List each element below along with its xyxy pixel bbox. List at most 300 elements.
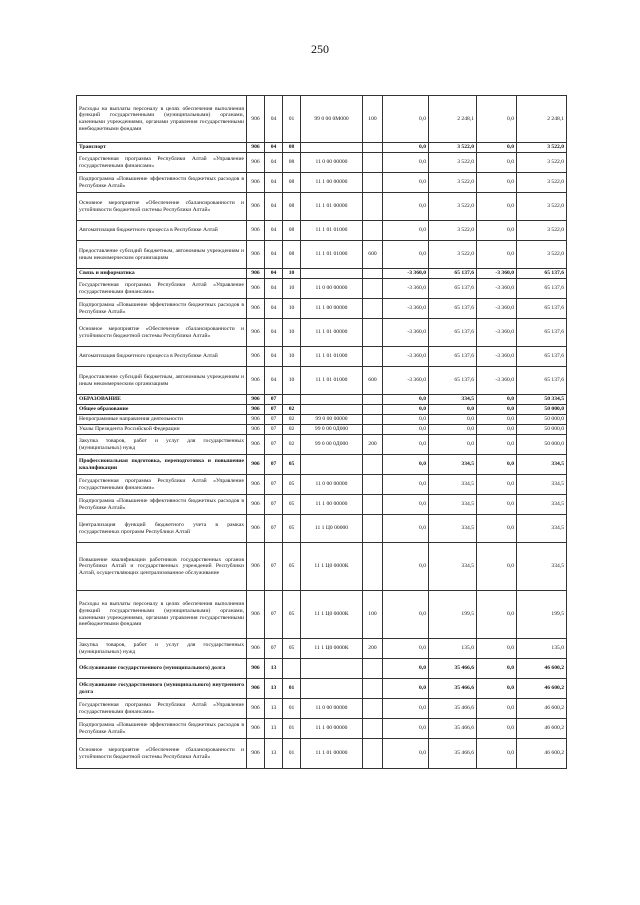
row-target-article: 11 1 01 00000	[301, 739, 363, 769]
row-value-3: 0,0	[477, 221, 517, 241]
row-name: Повышение квалификации работников государственных органов Республики Алтай и государственных учреждений Республики Алтай, осуществляющих централизованное обслуживание	[77, 543, 247, 591]
row-name: Предоставление субсидий бюджетным, автономным учреждениям и иным некоммерческим организациям	[77, 367, 247, 395]
row-subsection: 05	[283, 515, 301, 543]
row-value-1: -3 360,0	[383, 279, 429, 299]
row-value-3: 0,0	[477, 719, 517, 739]
row-subsection	[283, 395, 301, 405]
row-expense-type	[363, 299, 383, 319]
row-value-3: 0,0	[477, 96, 517, 143]
row-value-1: -3 360,0	[383, 367, 429, 395]
row-subsection: 08	[283, 241, 301, 269]
row-value-1: 0,0	[383, 639, 429, 659]
table-row	[77, 543, 567, 591]
row-value-3: -3 360,0	[477, 347, 517, 367]
row-value-1: -3 360,0	[383, 269, 429, 279]
row-section: 07	[265, 455, 283, 475]
row-value-3: 0,0	[477, 659, 517, 679]
row-name: Основное мероприятие «Обеспечение сбалансированности и устойчивости бюджетной системы Республики Алтай»	[77, 319, 247, 347]
row-subsection: 08	[283, 143, 301, 153]
row-value-4: 50 000,0	[517, 435, 567, 455]
row-value-1: 0,0	[383, 415, 429, 425]
row-target-article	[301, 455, 363, 475]
row-value-2: 0,0	[429, 405, 477, 415]
row-subsection: 10	[283, 367, 301, 395]
row-expense-type: 100	[363, 96, 383, 143]
row-expense-type	[363, 455, 383, 475]
row-subsection: 08	[283, 173, 301, 193]
row-value-3: 0,0	[477, 639, 517, 659]
table-row	[77, 193, 567, 221]
row-ved: 906	[247, 425, 265, 435]
row-expense-type	[363, 475, 383, 495]
row-value-3: -3 360,0	[477, 367, 517, 395]
row-value-2: 2 248,1	[429, 96, 477, 143]
row-expense-type	[363, 425, 383, 435]
table-row	[77, 591, 567, 639]
row-target-article: 11 0 00 00000	[301, 153, 363, 173]
row-target-article: 11 1 Ц0 0000К	[301, 591, 363, 639]
row-value-2: 334,5	[429, 395, 477, 405]
row-value-2: 35 466,6	[429, 679, 477, 699]
table-row	[77, 221, 567, 241]
row-subsection: 10	[283, 347, 301, 367]
row-name: Централизация функций бюджетного учета в рамках государственных программ Республики Алтай	[77, 515, 247, 543]
table-row	[77, 639, 567, 659]
row-section: 04	[265, 173, 283, 193]
row-name: Государственная программа Республики Алтай «Управление государственными финансами»	[77, 475, 247, 495]
row-subsection: 05	[283, 475, 301, 495]
table-row	[77, 173, 567, 193]
row-expense-type	[363, 153, 383, 173]
row-ved: 906	[247, 395, 265, 405]
row-ved: 906	[247, 739, 265, 769]
row-ved: 906	[247, 659, 265, 679]
row-value-2: 3 522,0	[429, 173, 477, 193]
row-value-1: 0,0	[383, 699, 429, 719]
row-expense-type	[363, 347, 383, 367]
row-value-4: 46 600,2	[517, 719, 567, 739]
row-ved: 906	[247, 515, 265, 543]
row-value-2: 3 522,0	[429, 193, 477, 221]
row-name: Государственная программа Республики Алтай «Управление государственными финансами»	[77, 279, 247, 299]
row-target-article: 99 0 00 00000	[301, 415, 363, 425]
row-value-1: 0,0	[383, 515, 429, 543]
row-expense-type	[363, 173, 383, 193]
row-subsection: 10	[283, 279, 301, 299]
row-value-3: 0,0	[477, 679, 517, 699]
row-value-4: 3 522,0	[517, 153, 567, 173]
row-target-article: 11 1 00 00000	[301, 495, 363, 515]
row-expense-type	[363, 679, 383, 699]
row-value-4: 65 137,6	[517, 299, 567, 319]
table-row	[77, 719, 567, 739]
row-value-2: 0,0	[429, 435, 477, 455]
row-value-4: 50 000,0	[517, 415, 567, 425]
table-row	[77, 299, 567, 319]
budget-table	[76, 95, 567, 769]
row-name: Связь и информатика	[77, 269, 247, 279]
row-subsection: 01	[283, 96, 301, 143]
table-row	[77, 435, 567, 455]
row-value-2: 3 522,0	[429, 153, 477, 173]
row-section: 04	[265, 279, 283, 299]
row-section: 07	[265, 591, 283, 639]
row-value-3: 0,0	[477, 435, 517, 455]
row-value-2: 3 522,0	[429, 143, 477, 153]
row-ved: 906	[247, 679, 265, 699]
row-expense-type: 200	[363, 639, 383, 659]
row-section: 04	[265, 299, 283, 319]
row-section: 07	[265, 405, 283, 415]
row-name: Общее образование	[77, 405, 247, 415]
table-row	[77, 659, 567, 679]
row-value-2: 65 137,6	[429, 367, 477, 395]
table-row	[77, 96, 567, 143]
row-value-4: 46 600,2	[517, 739, 567, 769]
row-value-3: 0,0	[477, 515, 517, 543]
row-target-article: 11 0 00 00000	[301, 279, 363, 299]
row-value-1: 0,0	[383, 543, 429, 591]
row-target-article	[301, 405, 363, 415]
row-target-article	[301, 143, 363, 153]
table-row	[77, 395, 567, 405]
table-row	[77, 405, 567, 415]
row-target-article: 11 0 00 00000	[301, 699, 363, 719]
row-value-2: 65 137,6	[429, 347, 477, 367]
row-value-1: 0,0	[383, 719, 429, 739]
row-ved: 906	[247, 415, 265, 425]
row-value-2: 65 137,6	[429, 299, 477, 319]
row-target-article: 11 1 01 01000	[301, 241, 363, 269]
row-expense-type	[363, 221, 383, 241]
row-subsection: 05	[283, 495, 301, 515]
row-value-4: 50 000,0	[517, 425, 567, 435]
row-value-3: 0,0	[477, 543, 517, 591]
row-name: Автоматизация бюджетного процесса в Республике Алтай	[77, 221, 247, 241]
row-value-1: 0,0	[383, 241, 429, 269]
row-section: 07	[265, 425, 283, 435]
row-subsection: 10	[283, 319, 301, 347]
row-target-article: 11 1 00 00000	[301, 299, 363, 319]
row-value-1: 0,0	[383, 495, 429, 515]
row-subsection: 10	[283, 269, 301, 279]
row-expense-type	[363, 739, 383, 769]
row-target-article: 11 1 01 00000	[301, 319, 363, 347]
row-value-4: 3 522,0	[517, 221, 567, 241]
row-name: Обслуживание государственного (муниципального) внутреннего долга	[77, 679, 247, 699]
row-value-2: 0,0	[429, 425, 477, 435]
row-value-1: 0,0	[383, 221, 429, 241]
table-row	[77, 367, 567, 395]
row-value-1: 0,0	[383, 425, 429, 435]
row-value-4: 2 248,1	[517, 96, 567, 143]
row-value-2: 3 522,0	[429, 241, 477, 269]
row-name: Подпрограмма «Повышение эффективности бюджетных расходов в Республике Алтай»	[77, 173, 247, 193]
row-subsection: 05	[283, 455, 301, 475]
row-value-3: -3 360,0	[477, 319, 517, 347]
row-target-article	[301, 395, 363, 405]
row-value-2: 334,5	[429, 515, 477, 543]
row-value-3: -3 360,0	[477, 279, 517, 299]
row-subsection: 05	[283, 591, 301, 639]
row-value-1: 0,0	[383, 143, 429, 153]
row-value-1: 0,0	[383, 475, 429, 495]
row-subsection: 08	[283, 221, 301, 241]
row-subsection: 02	[283, 425, 301, 435]
row-section: 07	[265, 495, 283, 515]
row-value-3: 0,0	[477, 405, 517, 415]
row-section: 13	[265, 739, 283, 769]
row-subsection: 01	[283, 739, 301, 769]
row-value-4: 334,5	[517, 543, 567, 591]
row-section: 13	[265, 679, 283, 699]
table-row	[77, 739, 567, 769]
row-ved: 906	[247, 241, 265, 269]
row-expense-type	[363, 143, 383, 153]
row-value-2: 334,5	[429, 475, 477, 495]
row-value-3: 0,0	[477, 425, 517, 435]
row-ved: 906	[247, 96, 265, 143]
row-target-article: 99 0 00 0Д000	[301, 425, 363, 435]
row-expense-type	[363, 719, 383, 739]
row-name: Непрограммные направления деятельности	[77, 415, 247, 425]
row-value-4: 3 522,0	[517, 193, 567, 221]
row-name: Обслуживание государственного (муниципального) долга	[77, 659, 247, 679]
row-ved: 906	[247, 221, 265, 241]
table-row	[77, 699, 567, 719]
row-subsection: 08	[283, 193, 301, 221]
row-value-3: 0,0	[477, 193, 517, 221]
row-name: Автоматизация бюджетного процесса в Республике Алтай	[77, 347, 247, 367]
row-ved: 906	[247, 173, 265, 193]
row-section: 04	[265, 367, 283, 395]
row-expense-type: 200	[363, 435, 383, 455]
row-value-2: 35 466,6	[429, 719, 477, 739]
row-expense-type	[363, 699, 383, 719]
row-subsection: 10	[283, 299, 301, 319]
row-value-3: 0,0	[477, 173, 517, 193]
row-value-2: 3 522,0	[429, 221, 477, 241]
row-subsection: 08	[283, 153, 301, 173]
table-row	[77, 319, 567, 347]
row-value-4: 46 600,2	[517, 699, 567, 719]
row-value-1: -3 360,0	[383, 319, 429, 347]
row-ved: 906	[247, 495, 265, 515]
row-value-1: 0,0	[383, 455, 429, 475]
row-value-4: 199,5	[517, 591, 567, 639]
table-row	[77, 347, 567, 367]
row-value-3: 0,0	[477, 153, 517, 173]
table-row	[77, 475, 567, 495]
table-row	[77, 279, 567, 299]
row-target-article: 99 0 00 0М000	[301, 96, 363, 143]
row-ved: 906	[247, 319, 265, 347]
row-ved: 906	[247, 435, 265, 455]
row-value-1: 0,0	[383, 173, 429, 193]
row-target-article	[301, 659, 363, 679]
row-expense-type	[363, 193, 383, 221]
row-expense-type: 600	[363, 241, 383, 269]
row-ved: 906	[247, 269, 265, 279]
row-value-3: 0,0	[477, 395, 517, 405]
row-target-article: 11 1 Ц0 0000К	[301, 543, 363, 591]
table-row	[77, 153, 567, 173]
row-subsection: 02	[283, 405, 301, 415]
row-value-3: 0,0	[477, 475, 517, 495]
row-value-3: 0,0	[477, 495, 517, 515]
row-name: Закупка товаров, работ и услуг для государственных (муниципальных) нужд	[77, 435, 247, 455]
row-subsection: 05	[283, 639, 301, 659]
row-section: 13	[265, 659, 283, 679]
row-ved: 906	[247, 367, 265, 395]
row-value-1: 0,0	[383, 659, 429, 679]
row-section: 04	[265, 347, 283, 367]
row-ved: 906	[247, 193, 265, 221]
page-number: 250	[311, 42, 329, 56]
row-subsection: 02	[283, 435, 301, 455]
table-row	[77, 269, 567, 279]
row-value-4: 50 334,5	[517, 395, 567, 405]
row-target-article: 11 1 Ц0 00000	[301, 515, 363, 543]
row-value-4: 334,5	[517, 515, 567, 543]
row-value-1: 0,0	[383, 193, 429, 221]
row-value-2: 0,0	[429, 415, 477, 425]
row-value-3: 0,0	[477, 415, 517, 425]
row-section: 04	[265, 96, 283, 143]
row-value-3: -3 360,0	[477, 299, 517, 319]
row-value-2: 334,5	[429, 543, 477, 591]
row-subsection: 01	[283, 699, 301, 719]
row-value-4: 65 137,6	[517, 269, 567, 279]
row-name: Подпрограмма «Повышение эффективности бюджетных расходов в Республике Алтай»	[77, 719, 247, 739]
row-section: 07	[265, 435, 283, 455]
row-expense-type	[363, 515, 383, 543]
table-body	[77, 96, 567, 769]
row-ved: 906	[247, 347, 265, 367]
row-value-1: 0,0	[383, 591, 429, 639]
row-expense-type	[363, 659, 383, 679]
row-section: 07	[265, 543, 283, 591]
table-row	[77, 241, 567, 269]
row-value-2: 334,5	[429, 455, 477, 475]
row-ved: 906	[247, 475, 265, 495]
row-value-2: 65 137,6	[429, 279, 477, 299]
row-expense-type	[363, 319, 383, 347]
row-value-1: -3 360,0	[383, 299, 429, 319]
row-target-article: 11 0 00 00000	[301, 475, 363, 495]
row-target-article: 11 1 01 01000	[301, 221, 363, 241]
row-section: 07	[265, 395, 283, 405]
row-expense-type: 600	[363, 367, 383, 395]
row-ved: 906	[247, 639, 265, 659]
row-section: 04	[265, 143, 283, 153]
row-value-1: 0,0	[383, 96, 429, 143]
row-expense-type	[363, 405, 383, 415]
row-section: 04	[265, 193, 283, 221]
row-value-2: 334,5	[429, 495, 477, 515]
row-value-1: 0,0	[383, 395, 429, 405]
row-name: Подпрограмма «Повышение эффективности бюджетных расходов в Республике Алтай»	[77, 299, 247, 319]
row-value-4: 334,5	[517, 495, 567, 515]
table-row	[77, 143, 567, 153]
row-ved: 906	[247, 543, 265, 591]
row-name: Закупка товаров, работ и услуг для государственных (муниципальных) нужд	[77, 639, 247, 659]
row-section: 07	[265, 415, 283, 425]
row-expense-type	[363, 415, 383, 425]
row-expense-type	[363, 543, 383, 591]
row-value-4: 65 137,6	[517, 347, 567, 367]
row-value-3: 0,0	[477, 591, 517, 639]
row-target-article: 99 0 00 0Д000	[301, 435, 363, 455]
row-value-4: 3 522,0	[517, 173, 567, 193]
row-expense-type: 100	[363, 591, 383, 639]
row-name: Государственная программа Республики Алтай «Управление государственными финансами»	[77, 699, 247, 719]
row-section: 13	[265, 719, 283, 739]
row-name: ОБРАЗОВАНИЕ	[77, 395, 247, 405]
row-ved: 906	[247, 143, 265, 153]
row-section: 07	[265, 639, 283, 659]
row-value-4: 135,0	[517, 639, 567, 659]
row-ved: 906	[247, 153, 265, 173]
row-expense-type	[363, 279, 383, 299]
row-section: 04	[265, 153, 283, 173]
row-value-2: 135,0	[429, 639, 477, 659]
row-value-4: 50 000,0	[517, 405, 567, 415]
row-name: Указы Президента Российской Федерации	[77, 425, 247, 435]
row-value-4: 65 137,6	[517, 279, 567, 299]
row-value-4: 46 600,2	[517, 679, 567, 699]
row-ved: 906	[247, 719, 265, 739]
table-row	[77, 515, 567, 543]
row-name: Предоставление субсидий бюджетным, автономным учреждениям и иным некоммерческим организациям	[77, 241, 247, 269]
table-row	[77, 425, 567, 435]
row-ved: 906	[247, 279, 265, 299]
row-value-2: 199,5	[429, 591, 477, 639]
row-value-4: 3 522,0	[517, 241, 567, 269]
row-value-1: 0,0	[383, 679, 429, 699]
row-ved: 906	[247, 299, 265, 319]
row-section: 04	[265, 269, 283, 279]
row-target-article: 11 1 01 01000	[301, 367, 363, 395]
row-value-4: 65 137,6	[517, 367, 567, 395]
row-section: 07	[265, 475, 283, 495]
row-value-3: 0,0	[477, 699, 517, 719]
row-ved: 906	[247, 699, 265, 719]
row-name: Основное мероприятие «Обеспечение сбалансированности и устойчивости бюджетной системы Республики Алтай»	[77, 739, 247, 769]
row-value-1: 0,0	[383, 435, 429, 455]
row-value-1: 0,0	[383, 405, 429, 415]
row-name: Подпрограмма «Повышение эффективности бюджетных расходов в Республике Алтай»	[77, 495, 247, 515]
row-value-4: 3 522,0	[517, 143, 567, 153]
row-value-3: 0,0	[477, 739, 517, 769]
row-name: Профессиональная подготовка, переподготовка и повышение квалификации	[77, 455, 247, 475]
row-expense-type	[363, 495, 383, 515]
row-value-4: 65 137,6	[517, 319, 567, 347]
row-subsection	[283, 659, 301, 679]
row-value-3: 0,0	[477, 241, 517, 269]
row-section: 13	[265, 699, 283, 719]
table-row	[77, 495, 567, 515]
table-row	[77, 455, 567, 475]
row-value-2: 35 466,6	[429, 699, 477, 719]
row-value-2: 35 466,6	[429, 739, 477, 769]
row-name: Государственная программа Республики Алтай «Управление государственными финансами»	[77, 153, 247, 173]
row-section: 07	[265, 515, 283, 543]
row-value-3: -3 360,0	[477, 269, 517, 279]
row-subsection: 02	[283, 415, 301, 425]
row-subsection: 01	[283, 719, 301, 739]
row-section: 04	[265, 241, 283, 269]
